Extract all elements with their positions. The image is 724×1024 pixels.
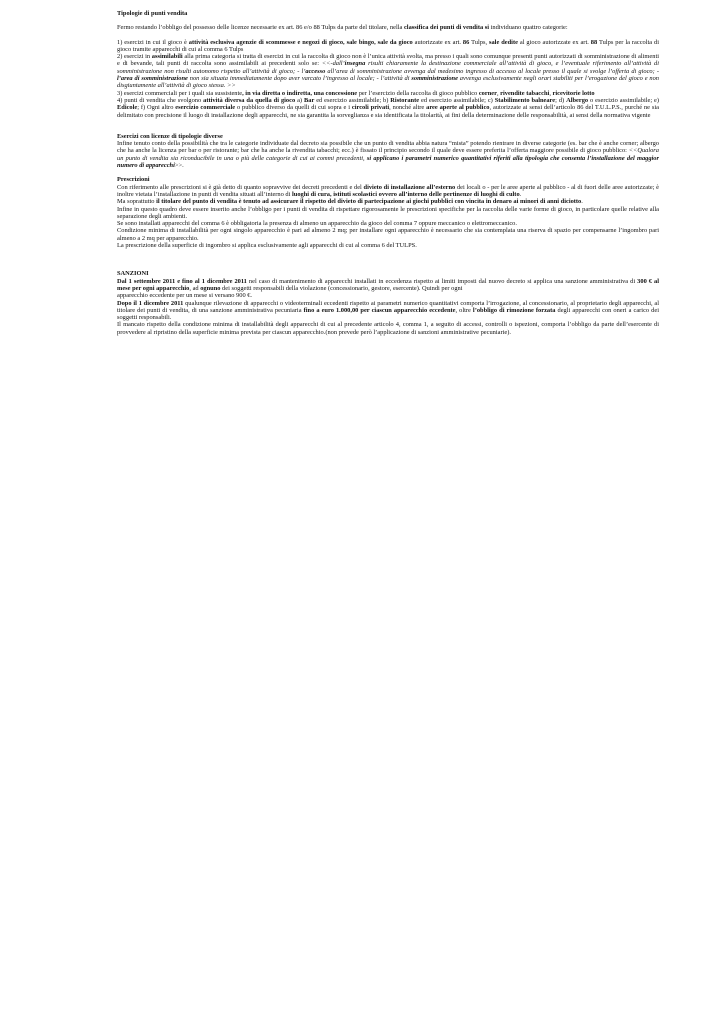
section-heading-mixed-licenses: Esercizi con licenze di tipologie diverse [117,132,223,140]
prescriptions-paragraph-3: Infine in questo quadro deve essere inserito anche l’obbligo per i punti di vendita di rispettare rigorosamente le prescrizioni specifiche per la raccolta delle varie forme di gioco, in particolare quelle relative alla separazione degli ambienti. [117,205,659,220]
text-run: Tulps per la raccolta di gioco tramite apparecchi di cui al comma 6 Tulps [117,38,660,53]
text-run: individuano quattro categorie: [489,24,568,32]
text-run: , ad [189,284,201,292]
text-run: nel caso di mantenimento di apparecchi installati in eccedenza rispetto ai limiti imposti dal nuovo decreto si applica una sanzione amministrativa di [246,277,638,285]
text-run: degli apparecchi con oneri a carico dei soggetti responsabili. [117,306,659,322]
text-run: il titolare del punto di vendita è tenuto ad assicurare il rispetto del divieto di partecipazione ai giochi pubblici con vincita in denaro ai minori di anni diciotto [156,198,582,206]
text-run: circoli privati [351,104,390,112]
text-run: per l’esercizio della raccolta di gioco pubblico [357,89,479,97]
text-run: l’area di somministrazione [117,75,188,83]
text-run: 3) esercizi commerciali per i quali sia sussistente [117,89,243,97]
document-page [117,10,659,336]
text-run: aree aperte al pubblico [426,104,490,112]
intro-paragraph [117,24,659,31]
text-run: 86 [462,38,470,46]
text-run: accesso [305,67,326,75]
text-run: , in via diretta o indiretta, una concessione [242,89,358,97]
text-run: Dopo il 1 dicembre 2011 [117,299,184,307]
prescriptions-paragraph-5: Condizione minima di installabilità per ogni singolo apparecchio è pari ad almeno 2 mq; per installare ogni apparecchio è necessario che sia contemplata una riserva di spazio per compensarne l’ingombro pari almeno a 2 mq per apparecchio. [117,227,659,242]
prescriptions-paragraph-2 [117,198,659,205]
text-run: assimilabili [151,53,183,61]
text-run: al gioco autorizzate ex art. [517,38,591,46]
prescriptions-paragraph-1 [117,184,659,199]
text-run: . [519,190,522,198]
text-run: 4) punti di vendita che svolgono [117,96,204,104]
category-1-paragraph [117,39,659,54]
text-run: non sia situata immediatamente dopo aver varcato l’ingresso al locale; - l’attività di [187,75,412,83]
section-heading-prescriptions: Prescrizioni [117,176,150,184]
text-run: a) [295,96,304,104]
text-run: , autorizzate ai sensi dell’articolo 86 del T.U.L.P.S., purché ne sia delimitato con precisione il luogo di installazione degli apparecchi, ne sia garantita la sorveglianza e sia identificata la titolarità, ai fini della determinazione delle responsabilità, ai sensi della normativa vigente [117,104,659,119]
text-run: divieto di installazione all’esterno [363,183,456,191]
text-run: si applicano i parametri numerico quantitativi riferiti alla tipologia che consenta l’installazione del maggior numero di apparecchi [117,154,659,170]
text-run: attività esclusiva agenzie di scommesse e negozi di gioco, sale bingo, sale da gioco [188,38,413,46]
text-run: fino a euro 1.000,00 per ciascun apparecchio eccedente [303,306,456,314]
text-run: ; f) Ogni altro [137,104,176,112]
text-run: , [496,89,501,97]
mixed-licenses-paragraph [117,140,659,169]
text-run: o pubblico diverso da quelli di cui sopra e i [235,104,352,112]
text-run: attività diversa da quella di gioco [203,96,296,104]
text-run: Albergo [566,96,589,104]
prescriptions-paragraph-4: Se sono installati apparecchi del comma 6 è obbligatoria la presenza di almeno un apparecchio da gioco del comma 7 oppure meccanico o elettromeccanico. [117,220,517,228]
text-run: Infine tenuto conto della possibilità che tra le categorie individuate dal decreto sia possibile che un punto di vendita abbia natura “mista” potendo rientrare in diverse categorie (es. bar che è anche corner; albergo che ha anche la licenza per bar o per ristorante; bar che ha anche la rivendita tabacchi; ecc.) è fissato il principio secondo il quale deve essere preferita l’offerta maggiore possibile di gioco pubblico: [117,140,659,155]
text-run: dei locali o - per le aree aperte al pubblico - al di fuori delle aree autorizzate; è inoltre vietata l’installazione in punti di vendita situati all’interno di [117,183,659,198]
text-run: Fermo restando l’obbligo del possesso delle licenze necessarie ex art. 86 e/o 88 Tulps da parte del titolare, nella [117,24,404,32]
text-run: , nonché altre [389,104,427,112]
text-run: dei soggetti responsabili della violazione (concessionario, gestore, esercente). Quindi per ogni [220,284,463,292]
text-run: ricevitorie lotto [552,89,595,97]
text-run: autorizzate ex art. [412,38,463,46]
text-run: . [581,198,583,206]
text-run: Dal 1 settembre 2011 e fino al 1 dicembre 2011 [117,277,247,285]
text-run: <<Qualora un punto di vendita sia riconducibile in una o più delle categorie di cui ai commi precedenti, [117,147,659,162]
text-run: risulti chiaramente la destinazione commerciale all’attività di gioco, e l’eventuale riferimento all’attività di somministrazione non risulti autonomo rispetto all’attività di gioco; - l’ [117,60,659,75]
text-run: alla prima categoria si tratta di esercizi in cui la raccolta di gioco non è l’unica attività svolta, ma presso i quali sono comunque presenti punti autorizzati di somministrazione di alimenti e di bevande, tali punti di raccolta sono assimilabili ai precedenti solo se: [117,53,659,68]
doc-title: Tipologie di punti vendita [117,10,188,17]
text-run: ed esercizio assimilabile; b) [314,96,391,104]
category-3-paragraph [117,90,659,97]
text-run: classifica dei punti di vendita si [403,24,490,32]
text-run: 2) esercizi in [117,53,152,61]
text-run: Ma soprattutto [117,198,157,206]
sanctions-paragraph-4: Il mancato rispetto della condizione minima di installabilità degli apparecchi di cui al precedente articolo 4, comma 1, a seguito di accessi, controlli o ispezioni, comporta l’obbligo da parte dell’esercente di provvedere al ripristino della superficie minima prevista per ciascun apparecchio.(non prevede però l’applicazione di sanzioni amministrative pecuniarie). [117,321,659,336]
text-run: sale dedite [489,38,518,46]
category-4-paragraph [117,97,659,119]
text-run: <<-dall’ [321,60,345,68]
text-run: Bar [303,96,315,104]
sanctions-paragraph-1 [117,278,659,293]
text-run: 88 [590,38,598,46]
text-run: ed esercizio assimilabile; c) [419,96,495,104]
text-run: o esercizio assimilabile; e) [588,96,659,104]
text-run: avvenga esclusivamente negli orari stabiliti per l’erogazione del gioco e non disgiuntamente all’attività di gioco stessa. >> [117,75,659,90]
text-run: , [549,89,553,97]
text-run: somministrazione [411,75,458,83]
text-run: all’area di somministrazione avvenga dal medesimo ingresso di accesso al locale presso il quale si svolge l’offerta di gioco; - [325,67,659,75]
sanctions-paragraph-3 [117,300,659,322]
text-run: 1) esercizi in cui il gioco è [117,38,189,46]
text-run: corner [478,89,497,97]
text-run: >>. [174,162,184,170]
text-run: l’obbligo di rimozione forzata [472,306,556,314]
text-run: Ristorante [390,96,420,104]
text-run: , oltre [455,306,473,314]
text-run: rivendite tabacchi [500,89,550,97]
prescriptions-paragraph-6: La prescrizione della superficie di ingombro si applica esclusivamente agli apparecchi di cui al comma 6 del TULPS. [117,242,417,250]
text-run: esercizio commerciale [175,104,236,112]
text-run: ognuno [200,284,221,292]
text-run: Edicole [117,104,138,112]
text-run: Stabilimento balneare [494,96,556,104]
section-heading-sanctions: SANZIONI [117,270,149,278]
text-run: ; d) [555,96,567,104]
text-run: 300 € al mese per ogni apparecchio [117,277,659,292]
text-run: Con riferimento alle prescrizioni si è già detto di quanto sopravvive dei decreti precedenti e del [117,183,364,191]
text-run: luoghi di cura, istituti scolastici ovvero all’interno delle pertinenze di luoghi di culto [292,190,520,198]
category-2-paragraph [117,53,659,89]
text-run: qualunque rilevazione di apparecchi o videoterminali eccedenti rispetto ai parametri numerico quantitativi comporta l’irrogazione, al concessionario, al proprietario degli apparecchi, al titolare dei punti di vendita, di una sanzione amministrativa pecuniaria [117,299,659,314]
text-run: Tulps, [469,38,489,46]
sanctions-paragraph-2: apparecchio eccedente per un mese si versano 900 €. [117,292,253,300]
text-run: insegna [344,60,366,68]
